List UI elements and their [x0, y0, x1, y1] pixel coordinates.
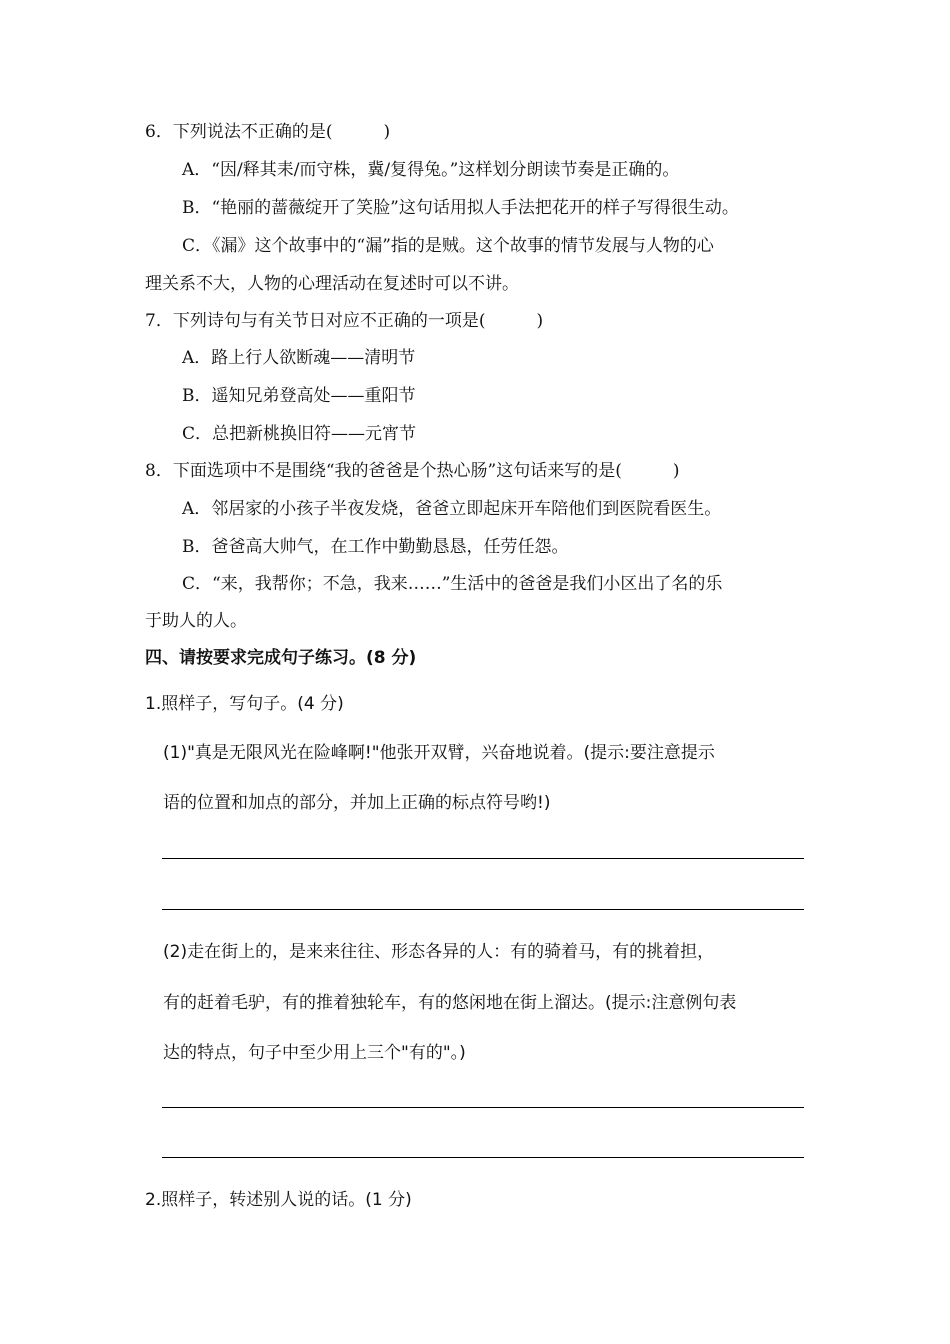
part2-title: 2.照样子，转述别人说的话。(1 分)	[145, 1190, 412, 1210]
exercise2-line1: (2)走在街上的，是来来往往、形态各异的人：有的骑着马，有的挑着担，	[163, 942, 715, 962]
q6-option-b: B．“艳丽的蔷薇绽开了笑脸”这句话用拟人手法把花开的样子写得很生动。	[182, 198, 739, 218]
q7-option-c: C．总把新桃换旧符——元宵节	[182, 424, 417, 444]
q8-stem: 8．下面选项中不是围绕“我的爸爸是个热心肠”这句话来写的是( )	[145, 461, 680, 481]
q8-option-a: A．邻居家的小孩子半夜发烧，爸爸立即起床开车陪他们到医院看医生。	[182, 499, 722, 519]
answer-line[interactable]	[162, 1107, 804, 1108]
exercise2-line3: 达的特点，句子中至少用上三个"有的"。)	[163, 1043, 466, 1063]
q6-stem: 6．下列说法不正确的是( )	[145, 122, 391, 142]
q6-option-a: A．“因/释其耒/而守株，冀/复得兔。”这样划分朗读节奏是正确的。	[182, 160, 680, 180]
q7-option-a: A．路上行人欲断魂——清明节	[182, 348, 416, 368]
q7-option-b: B．遥知兄弟登高处——重阳节	[182, 386, 416, 406]
answer-line[interactable]	[162, 1157, 804, 1158]
q8-option-c: C．“来，我帮你；不急，我来……”生活中的爸爸是我们小区出了名的乐	[182, 574, 723, 594]
exercise1-line1: (1)"真是无限风光在险峰啊!"他张开双臂，兴奋地说着。(提示:要注意提示	[163, 743, 715, 763]
part1-title: 1.照样子，写句子。(4 分)	[145, 694, 344, 714]
q8-option-b: B．爸爸高大帅气，在工作中勤勤恳恳，任劳任怨。	[182, 537, 569, 557]
q7-stem: 7．下列诗句与有关节日对应不正确的一项是( )	[145, 311, 544, 331]
answer-line[interactable]	[162, 909, 804, 910]
answer-line[interactable]	[162, 858, 804, 859]
exercise2-line2: 有的赶着毛驴，有的推着独轮车，有的悠闲地在街上溜达。(提示:注意例句表	[163, 993, 737, 1013]
q6-option-c: C．《漏》这个故事中的“漏”指的是贼。这个故事的情节发展与人物的心	[182, 236, 714, 256]
q8-option-c-cont: 于助人的人。	[145, 611, 247, 631]
q6-option-c-cont: 理关系不大，人物的心理活动在复述时可以不讲。	[145, 274, 519, 294]
exercise1-line2: 语的位置和加点的部分，并加上正确的标点符号哟!)	[163, 793, 551, 813]
section-heading: 四、请按要求完成句子练习。(8 分)	[145, 648, 417, 668]
